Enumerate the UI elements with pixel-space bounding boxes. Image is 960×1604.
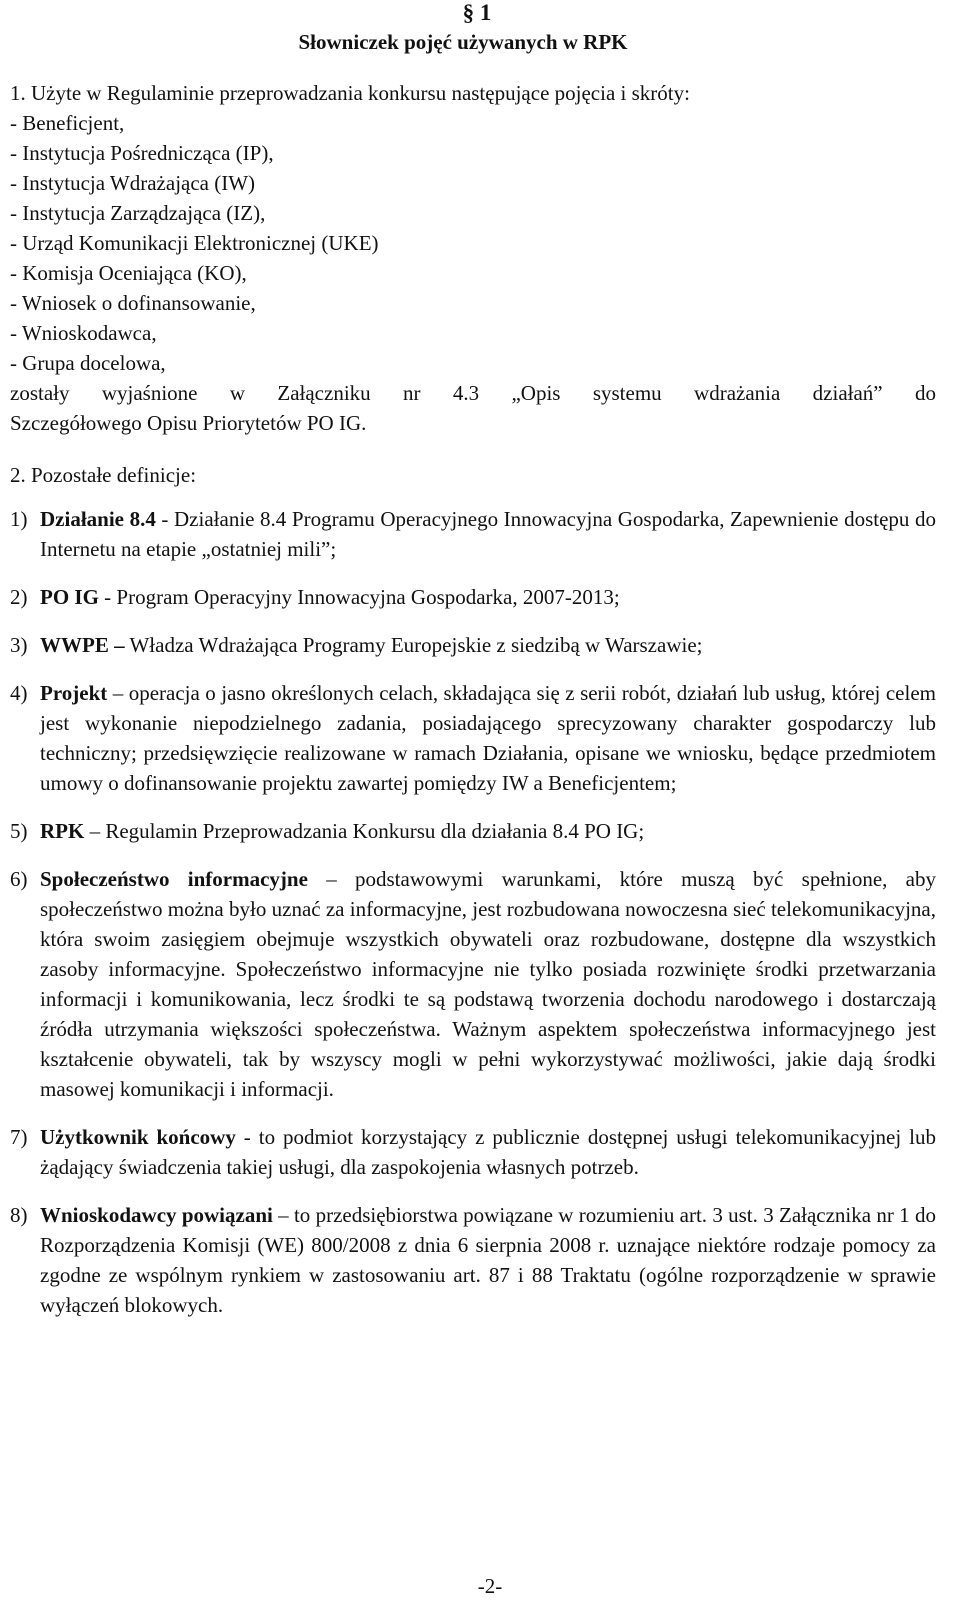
list-item: - Komisja Oceniająca (KO), [10, 261, 247, 285]
definition-number: 5) [10, 819, 28, 843]
definition-body [40, 1200, 936, 1320]
definition-number: 7) [10, 1125, 28, 1149]
definition-number: 4) [10, 681, 28, 705]
definition-term: Projekt [40, 681, 108, 705]
list-item: - Instytucja Zarządzająca (IZ), [10, 201, 266, 225]
definition-number: 3) [10, 633, 28, 657]
definition-body [40, 582, 936, 612]
definition-term: PO IG [40, 585, 99, 609]
list-item: - Urząd Komunikacji Elektronicznej (UKE) [10, 231, 379, 255]
definition-text: – podstawowymi warunkami, które muszą być spełnione, aby społeczeństwo można było uznać za informacyjne, jest rozbudowana nowoczesna sieć telekomunikacyjna, która swoim zasięgiem obejmuje wszystkich obywateli oraz rozbudowane, dostępne dla wszystkich zasoby informacyjne. Społeczeństwo informacyjne nie tylko posiada rozwinięte środki przetwarzania informacji i komunikowania, lecz środki te są podstawą tworzenia dochodu narodowego i dostarczają źródła utrzymania większości społeczeństwa. Ważnym aspektem społeczeństwa informacyjnego jest kształcenie obywateli, tak by wszyscy mogli w pełni wykorzystywać możliwości, jakie dają środki masowej komunikacji i informacji. [40, 867, 937, 1101]
definition-term: RPK [40, 819, 85, 843]
definition-text: - to podmiot korzystający z publicznie dostępnej usługi telekomunikacyjnej lub żądający świadczenia takiej usługi, dla zaspokojenia własnych potrzeb. [40, 1125, 936, 1179]
definitions-list [10, 504, 936, 1320]
definition-body [40, 678, 936, 798]
terms-closing [10, 378, 936, 438]
terms-intro: 1. Użyte w Regulaminie przeprowadzania konkursu następujące pojęcia i skróty: [10, 81, 690, 105]
definition-item [10, 504, 936, 564]
list-item: - Wniosek o dofinansowanie, [10, 291, 256, 315]
terms-closing-line-2: Szczegółowego Opisu Priorytetów PO IG. [10, 411, 367, 435]
definition-term: Społeczeństwo informacyjne [40, 867, 308, 891]
definition-item [10, 582, 936, 612]
definition-body [40, 1122, 936, 1182]
definitions-heading: 2. Pozostałe definicje: [10, 463, 197, 487]
definition-item [10, 1200, 936, 1320]
terms-closing-line-1: zostały wyjaśnione w Załączniku nr 4.3 „Opis systemu wdrażania działań” do [10, 381, 936, 405]
definition-term: Użytkownik końcowy [40, 1125, 236, 1149]
page-number: -2- [477, 1574, 503, 1598]
definition-item [10, 630, 936, 660]
list-item: - Instytucja Wdrażająca (IW) [10, 171, 256, 195]
definition-term: Działanie 8.4 [40, 507, 156, 531]
definition-number: 8) [10, 1203, 28, 1227]
terms-paragraph [10, 78, 936, 438]
terms-list [10, 108, 936, 378]
definition-text: – Regulamin Przeprowadzania Konkursu dla działania 8.4 PO IG; [84, 819, 645, 843]
definition-term: WWPE – [40, 633, 125, 657]
definition-text: – operacja o jasno określonych celach, składająca się z serii robót, działań lub usług, której celem jest wykonanie niepodzielnego zadania, posiadającego sprecyzowany charakter gospodarczy lub techniczny; przedsięwzięcie realizowane w ramach Działania, opisane we wniosku, będące przedmiotem umowy o dofinansowanie projektu zawartej pomiędzy IW a Beneficjentem; [40, 681, 936, 795]
definition-item [10, 1122, 936, 1182]
document-page [10, 0, 936, 1338]
definition-text: – to przedsiębiorstwa powiązane w rozumieniu art. 3 ust. 3 Załącznika nr 1 do Rozporządzenia Komisji (WE) 800/2008 z dnia 6 sierpnia 2008 r. uznające niektóre rodzaje pomocy za zgodne ze wspólnym rynkiem w zastosowaniu art. 87 i 88 Traktatu (ogólne rozporządzenie w sprawie wyłączeń blokowych. [40, 1203, 936, 1317]
definition-number: 6) [10, 867, 28, 891]
definition-body [40, 816, 936, 846]
definition-number: 2) [10, 585, 28, 609]
definition-number: 1) [10, 507, 28, 531]
list-item: - Grupa docelowa, [10, 351, 166, 375]
definition-text: Władza Wdrażająca Programy Europejskie z siedzibą w Warszawie; [124, 633, 703, 657]
definition-item [10, 864, 936, 1104]
definition-body [40, 864, 936, 1104]
list-item: - Instytucja Pośrednicząca (IP), [10, 141, 274, 165]
list-item: - Beneficjent, [10, 111, 125, 135]
definition-item [10, 816, 936, 846]
list-item: - Wnioskodawca, [10, 321, 157, 345]
definition-text: - Program Operacyjny Innowacyjna Gospodarka, 2007-2013; [98, 585, 620, 609]
definition-body [40, 504, 936, 564]
section-title: Słowniczek pojęć używanych w RPK [298, 30, 628, 54]
section-number: § 1 [462, 0, 492, 25]
definition-term: Wnioskodawcy powiązani [40, 1203, 273, 1227]
definition-body [40, 630, 936, 660]
definition-item [10, 678, 936, 798]
definition-text: - Działanie 8.4 Programu Operacyjnego Innowacyjna Gospodarka, Zapewnienie dostępu do Internetu na etapie „ostatniej mili”; [40, 507, 936, 561]
